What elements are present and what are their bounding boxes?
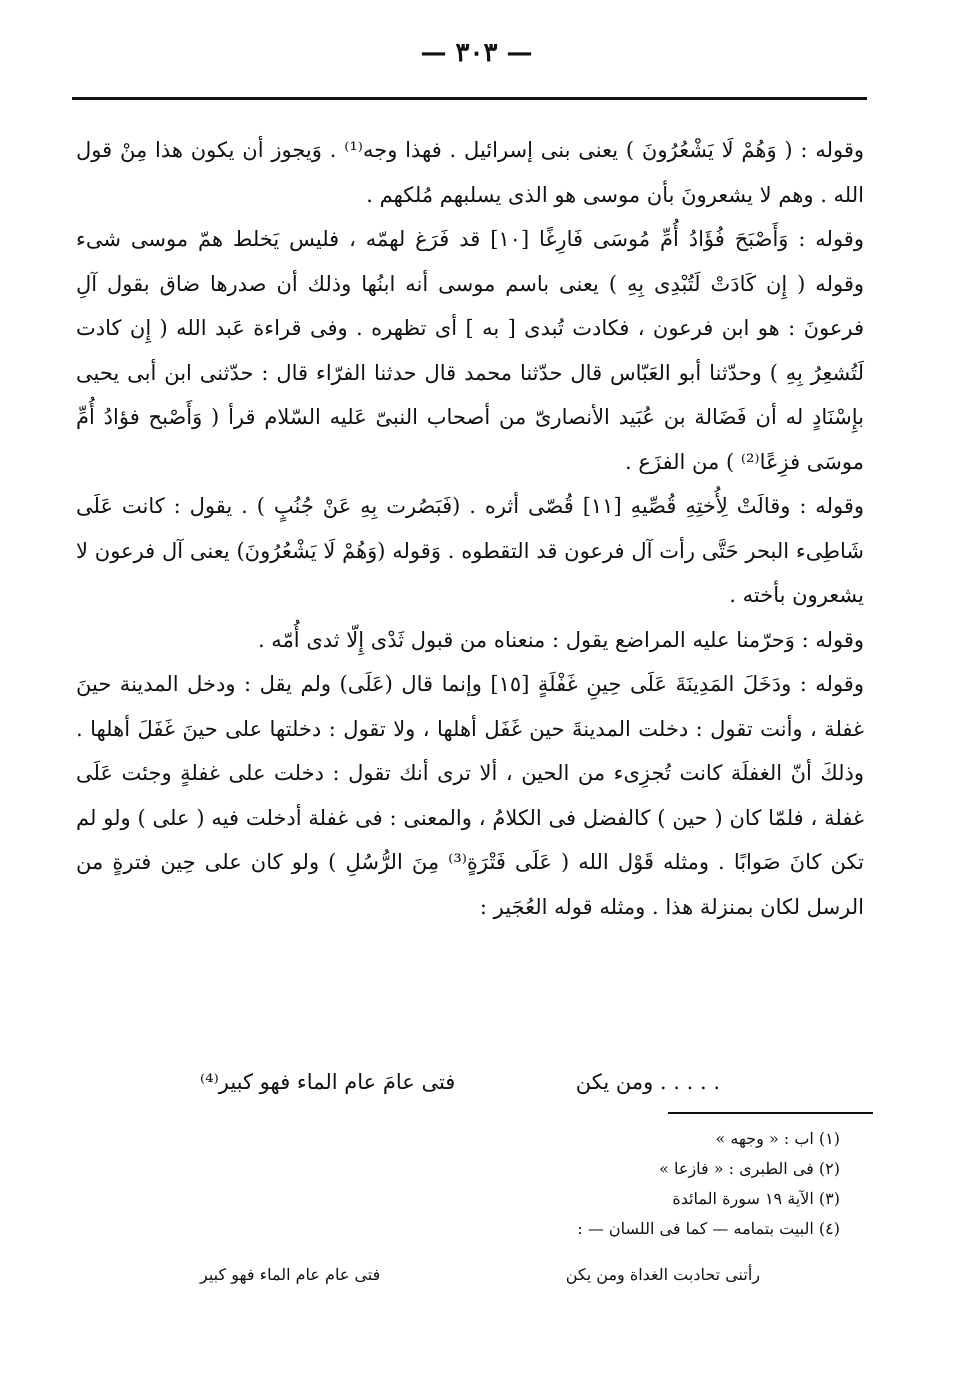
footnote-verse-second: فتى عام عام الماء فهو كبير bbox=[200, 1265, 381, 1284]
footnote-item: (٢) فى الطبرى : « فازعا » bbox=[659, 1159, 840, 1178]
paragraph: وقوله : وَحرّمنا عليه المراضع يقول : منعناه من قبول ثَدْى إِلّا ثدى أُمّه . bbox=[257, 627, 864, 652]
footnote-item: (٤) البيت بتمامه — كما فى اللسان — : bbox=[577, 1219, 840, 1238]
paragraph: وقوله : وَأَصْبَحَ فُؤَادُ أُمِّ مُوسَى فَارِغًا [١٠] قد فَرَغ لهمّه ، فليس يَخلط همّ موسى شىء وقوله ( إِن كَادَتْ لَتُبْدِى بِهِ ) يعنى باسم موسى أنه ابنُها وذلك أن صدرها ضاق بقول آلِ فرعونَ : هو ابن فرعون ، فكادت تُبدى [ به ] أى تظهره . وفى قراءة عَبد الله ( إِن كادت لَتُشعِرُ بِهِ ) وحدّثنا أبو العَبّاس قال حدّثنا محمد قال حدثنا الفرّاء قال : حدّثنى ابن أبى يحيى بإِسْنَادٍ له أن فَضَالة بن عُبَيد الأنصارىّ من أصحاب النبىّ عَليه السّلام قرأ ( وَأَصْبح فؤادُ أُمِّ موسَى فزِعًا⁽²⁾ ) من الفزَع . bbox=[76, 227, 864, 474]
verse-hemistich-second: فتى عامَ عام الماء فهو كبير⁽⁴⁾ bbox=[200, 1070, 456, 1094]
verse-hemistich-first: . . . . . ومن يكن bbox=[575, 1070, 720, 1094]
footnote-rule bbox=[668, 1112, 873, 1114]
footnote-item: (١) اب : « وجهه » bbox=[715, 1129, 840, 1148]
paragraph: وقوله : ودَخَلَ المَدِينَةَ عَلَى حِينِ غَفْلَةٍ [١٥] وإنما قال (عَلَى) ولم يقل : ودخل المدينة حينَ غفلة ، وأنت تقول : دخلت المدينةَ حين غَفَل أهلها ، ولا تقول : دخلتها على حينَ غَفَلَ أهلها . وذلكَ أنّ الغفلَة كانت تُجزِىء من الحين ، ألا ترى أنك تقول : دخلت على غفلةٍ وجئت عَلَى غفلة ، فلمّا كان ( حين ) كالفضل فى الكلامُ ، والمعنى : فى غفلة أدخلت فيه ( على ) ولو لم تكن كانَ صَوابًا . ومثله قَوْل الله ( عَلَى فَتْرَةٍ⁽³⁾ مِنَ الرُّسُلِ ) ولو كان على حِين فترةٍ من الرسل لكان بمنزلة هذا . ومثله قوله العُجَير : bbox=[76, 672, 864, 919]
footnote-item: (٣) الآية ١٩ سورة المائدة bbox=[672, 1189, 840, 1208]
footnote-verse bbox=[200, 1260, 760, 1290]
page-number: — ٣٠٣ — bbox=[420, 38, 533, 68]
paragraph: وقوله : وقالَتْ لِأُختِهِ قُصِّيهِ [١١] قُصّى أثره . (فَبَصُرت بِهِ عَنْ جُنُبٍ ) . يقول : كانت عَلَى شَاطِىء البحر حَتَّى رأت آل فرعون قد التقطوه . وَقوله (وَهُمْ لَا يَشْعُرُونَ) يعنى آل فرعون لا يشعرون بأخته . bbox=[76, 494, 864, 607]
header-rule bbox=[72, 97, 867, 100]
main-text bbox=[76, 128, 864, 929]
poetry-verse bbox=[200, 1062, 720, 1102]
footnote-verse-first: رأتنى تحادبت الغداة ومن يكن bbox=[565, 1265, 760, 1284]
paragraph: وقوله : ( وَهُمْ لَا يَشْعُرُونَ ) يعنى بنى إسرائيل . فهذا وجه⁽¹⁾ . وَيجوز أن يكون هذا مِنْ قول الله . وهم لا يشعرونَ بأن موسى هو الذى يسلبهم مُلكهم . bbox=[76, 138, 864, 207]
footnotes bbox=[200, 1124, 840, 1244]
